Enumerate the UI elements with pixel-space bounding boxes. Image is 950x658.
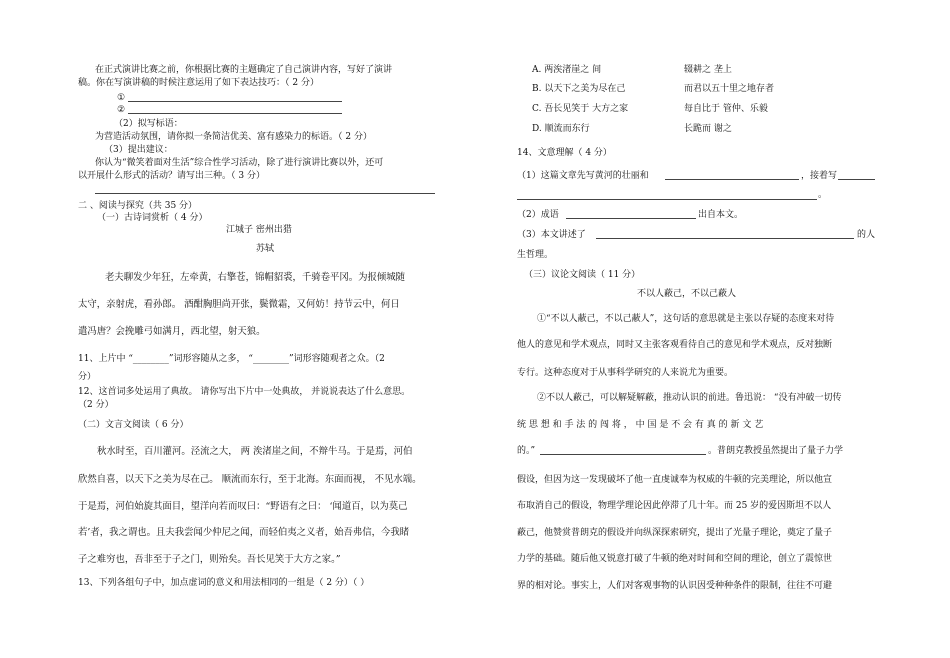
question-14-3-text: （3）本文讲述了 (517, 230, 586, 240)
classical-line-4: 若’者，我之谓也。且夫我尝闻少仲尼之闻，而轻伯夷之义者，始吾弗信，今我睹 (78, 527, 410, 538)
article-line-4: ②不以人蔽己，可以解疑解蔽，推动认识的前进。鲁迅说： “没有冲破一切传 (537, 393, 842, 403)
article-line-7: 假设，但因为这一发现破坏了他一直虔诚奉为权威的牛顿的完美理论，所以他宣 (517, 475, 833, 485)
article-line-2: 他人的意见和学术观点，同时又主张客观看待自己的意见和学术观点，反对独断 (517, 340, 833, 350)
poem-line-2: 太守，亲射虎，看孙郎。 酒酣胸胆尚开张，鬓微霜，又何妨！持节云中，何日 (78, 299, 400, 310)
intro-line-2: 稿。你在写演讲稿的时候注意运用了如下表达技巧：（ 2 分） (78, 78, 319, 88)
poem-author: 苏轼 (256, 244, 275, 254)
poem-line-3: 遣冯唐？会挽雕弓如满月，西北望，射天狼。 (78, 326, 266, 337)
answer-bullet-1: ① (117, 93, 126, 103)
option-d-right: 长跪而 谢之 (684, 124, 732, 134)
intro-line-1: 在正式演讲比赛之前，你根据比赛的主题确定了自己演讲内容，写好了演讲 (95, 65, 393, 75)
article-line-5: 统 思 想 和 手 法 的 闯 将 ， 中 国 是 不 会 有 真 的 新 文 艺 (517, 420, 764, 430)
article-line-3: 专行。这种态度对于从事科学研究的人来说尤为重要。 (517, 368, 734, 378)
subsection-3-heading: （三）议论文阅读（ 11 分） (524, 270, 641, 280)
question-14-3-text-2: 的人 (857, 230, 876, 240)
question-14-3-text-3: 生哲理。 (517, 250, 554, 260)
question-14-1-text-2: ，接着写 (801, 171, 838, 181)
article-blank[interactable] (540, 454, 706, 455)
question-14-1-blank-1[interactable] (665, 179, 799, 180)
question-14-3-blank[interactable] (596, 238, 854, 239)
question-14-2-blank[interactable] (566, 218, 696, 219)
question-11-line-2: 分） (78, 372, 97, 382)
answer-bullet-2: ② (117, 105, 126, 115)
subsection-1-heading: （一）古诗词赏析（ 4 分） (97, 213, 208, 223)
question-2-heading: （2）拟写标语： (114, 119, 183, 129)
poem-line-1: 老夫聊发少年狂，左牵黄，右擎苍，锦帽貂裘，千骑卷平冈。为报倾城随 (105, 272, 406, 283)
article-line-6b: 。普朗克教授虽然提出了量子力学 (708, 446, 844, 456)
article-line-11: 界的相对论。事实上，人们对客观事物的认识因受种种条件的限制，往往不可避 (517, 581, 833, 591)
classical-line-5: 子之难穷也，吾非至于子之门，则殆矣。吾长见笑于大方之家。” (78, 554, 341, 565)
question-12-line-1: 12、这首词多处运用了典故。 请你写出下片中一处典故， 并说说表达了什么意思。 (78, 387, 411, 397)
question-14-1-blank-3[interactable] (517, 199, 817, 200)
classical-line-1: 秋水时至，百川灌河。泾流之大， 两 涘渚崖之间，不辩牛马。于是焉，河伯 (97, 446, 413, 457)
poem-title: 江城子 密州出猎 (226, 225, 292, 235)
option-b-right: 而君以五十里之地存者 (684, 84, 775, 94)
article-line-1: ①“不以人蔽己，不以己蔽人”，这句话的意思就是主张以存疑的态度来对待 (537, 314, 835, 324)
question-14-2-text: （2）成语 (517, 210, 559, 220)
question-3-text-2: 以开展什么形式的活动？请写出三种。（ 3 分） (78, 171, 265, 181)
classical-line-2: 欣然自喜，以天下之美为尽在己。 顺流而东行，至于北海。东面而视， 不见水端。 (78, 474, 422, 485)
question-14-2-text-2: 出自本文。 (698, 210, 744, 220)
article-line-10: 力学的基础。随后他又锐意打破了牛顿的绝对时间和空间的理论，创立了震惊世 (517, 554, 833, 564)
question-3-heading: （3）提出建议： (104, 145, 173, 155)
section-2-heading: 二 、阅读与探究（共 35 分） (78, 201, 198, 211)
option-b-left: B. 以天下之美为尽在己 (532, 84, 626, 94)
option-a-left: A. 两涘渚崖之 间 (532, 65, 602, 75)
subsection-2-heading: （二）文言文阅读（ 6 分） (78, 420, 189, 430)
answer-line-1[interactable] (128, 101, 342, 102)
question-12-line-2: （2 分） (78, 400, 114, 410)
question-11-line-1: 11、上片中 “________”词形容随从之多， “________”词形容随观者之众。（2 (78, 354, 385, 364)
question-14-1-blank-2[interactable] (838, 179, 875, 180)
question-13-text: 13、下列各组句子中，加点虚词的意义和用法相同的一组是（ 2 分）（ ） (78, 578, 370, 588)
classical-line-3: 于是焉，河伯始旋其面目，望洋向若而叹曰：“野语有之曰： ‘闻道百，以为莫己 (78, 501, 408, 512)
article-title: 不以人蔽己，不以己蔽人 (637, 289, 737, 299)
question-3-text-1: 你认为“微笑着面对生活”综合性学习活动，除了进行演讲比赛以外，还可 (95, 158, 384, 168)
question-14-1-period: 。 (818, 190, 828, 200)
answer-line-3[interactable] (95, 193, 435, 194)
question-2-text: 为营造活动氛围，请你拟一条简洁优美、富有感染力的标语。（ 2 分） (95, 132, 372, 142)
question-14-heading: 14、文意理解（ 4 分） (517, 148, 612, 158)
answer-line-2[interactable] (128, 113, 342, 114)
option-a-right: 辍耕之 垄上 (684, 65, 732, 75)
article-line-9: 蔽己，他赞赏普朗克的假设并向纵深探索研究，提出了光量子理论，奠定了量子 (517, 528, 833, 538)
option-d-left: D. 顺流而东行 (532, 124, 590, 134)
option-c-right: 每自比于 管仲、乐毅 (684, 104, 768, 114)
question-14-1-text: （1）这篇文章先写黄河的壮丽和 (517, 171, 649, 181)
article-line-6a: 的。” (517, 446, 536, 456)
option-c-left: C. 吾长见笑于 大方之家 (532, 104, 629, 114)
article-line-8: 布取消自己的假设，物理学理论因此停滞了几十年。而 25 岁的爱因斯坦不以人 (517, 501, 832, 511)
